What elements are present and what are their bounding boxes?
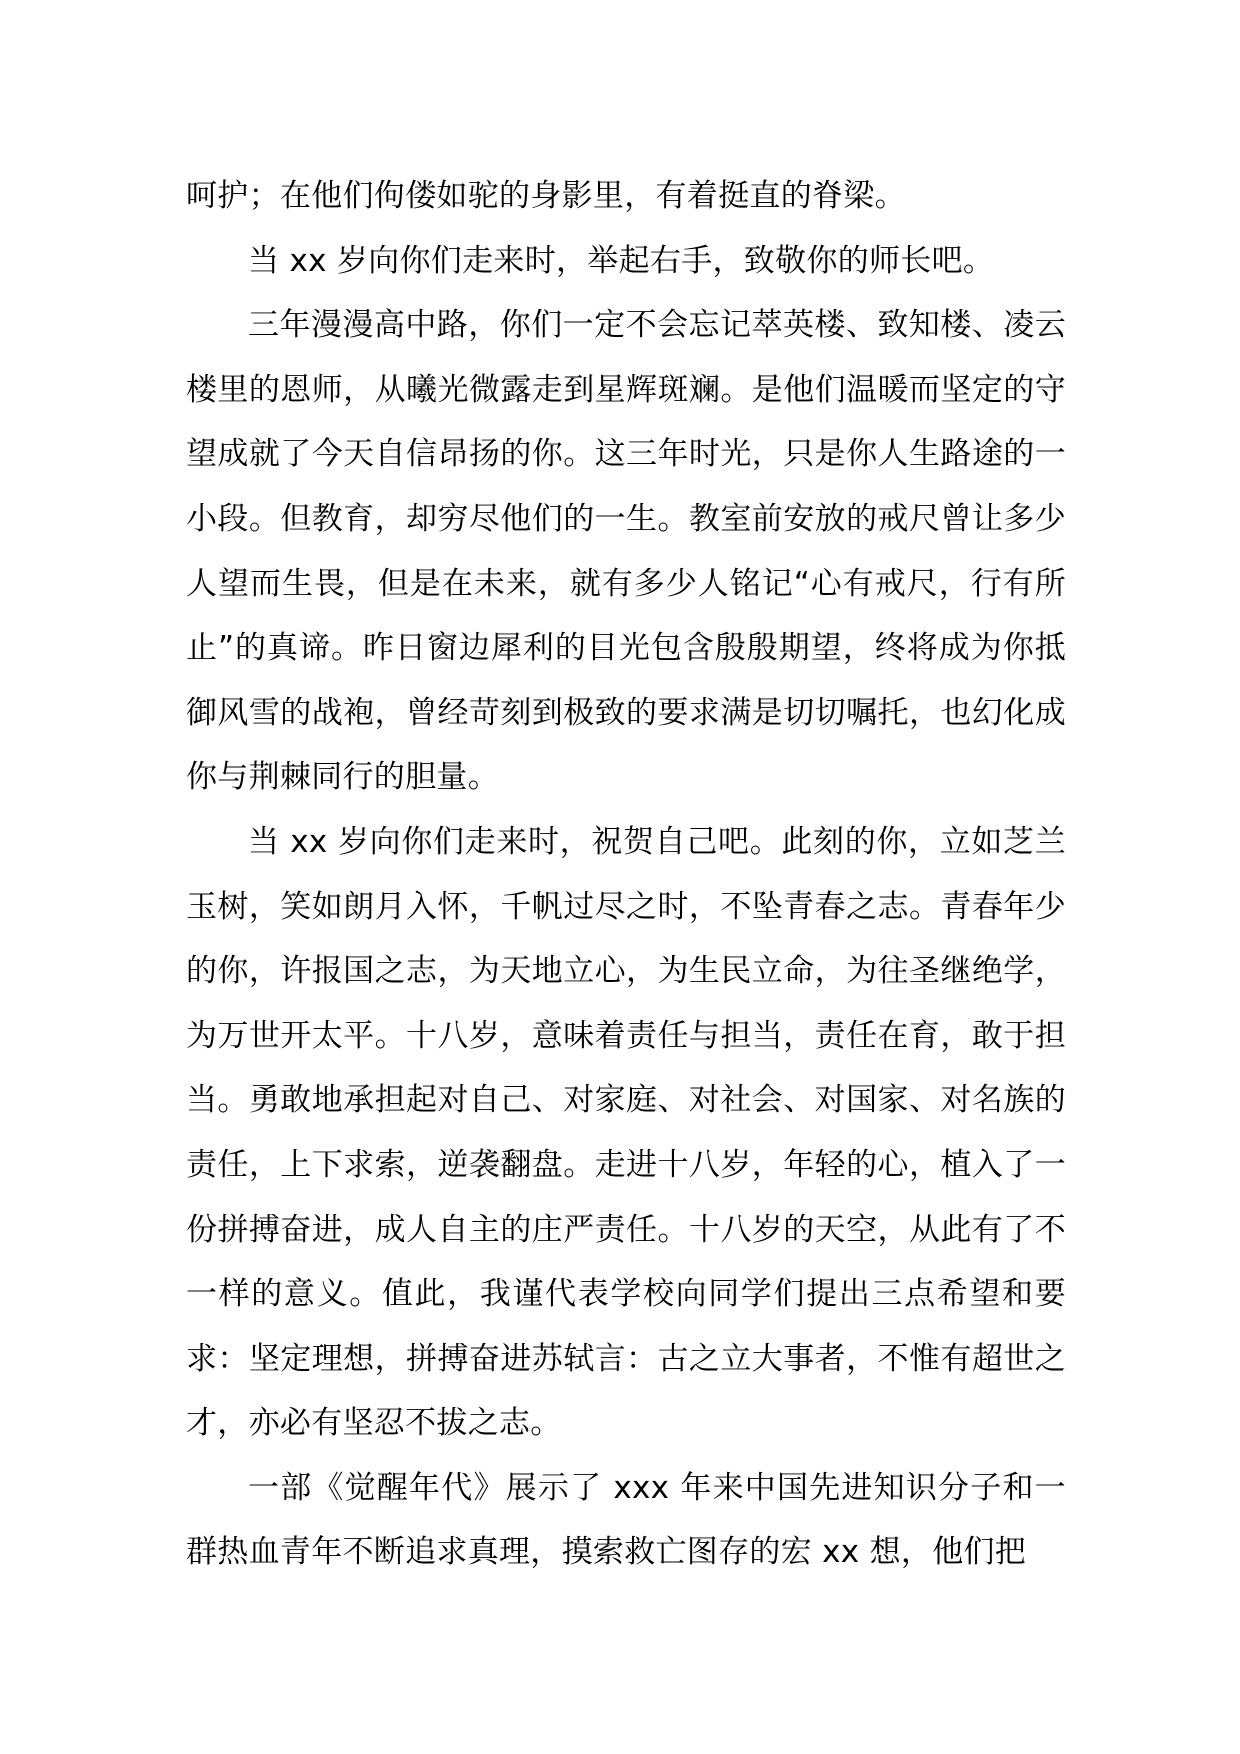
- body-text: [186, 164, 1066, 1585]
- paragraph-2: 当 xx 岁向你们走来时，举起右手，致敬你的师长吧。: [248, 242, 995, 279]
- paragraph-1: 呵护；在他们佝偻如驼的身影里，有着挺直的脊梁。: [186, 178, 906, 214]
- paragraph-5: 一部《觉醒年代》展示了 xxx 年来中国先进知识分子和一群热血青年不断追求真理，摸索救亡图存的宏 xx 想，他们把: [186, 1469, 1066, 1571]
- paragraph-4: 当 xx 岁向你们走来时，祝贺自己吧。此刻的你，立如芝兰玉树，笑如朗月入怀，千帆过尽之时，不坠青春之志。青春年少的你，许报国之志，为天地立心，为生民立命，为往圣继绝学，为万世开太平。十八岁，意味着责任与担当，责任在育，敢于担当。勇敢地承担起对自己、对家庭、对社会、对国家、对名族的责任，上下求索，逆袭翻盘。走进十八岁，年轻的心，植入了一份拼搏奋进，成人自主的庄严责任。十八岁的天空，从此有了不一样的意义。值此，我谨代表学校向同学们提出三点希望和要求：坚定理想，拼搏奋进苏轼言：古之立大事者，不惟有超世之才，亦必有坚忍不拔之志。: [186, 823, 1066, 1442]
- paragraph-3: 三年漫漫高中路，你们一定不会忘记萃英楼、致知楼、凌云楼里的恩师，从曦光微露走到星辉斑斓。是他们温暖而坚定的守望成就了今天自信昂扬的你。这三年时光，只是你人生路途的一小段。但教育，却穷尽他们的一生。教室前安放的戒尺曾让多少人望而生畏，但是在未来，就有多少人铭记“心有戒尺，行有所止”的真谛。昨日窗边犀利的目光包含殷殷期望，终将成为你抵御风雪的战袍，曾经苛刻到极致的要求满是切切嘱托，也幻化成你与荆棘同行的胆量。: [186, 307, 1066, 796]
